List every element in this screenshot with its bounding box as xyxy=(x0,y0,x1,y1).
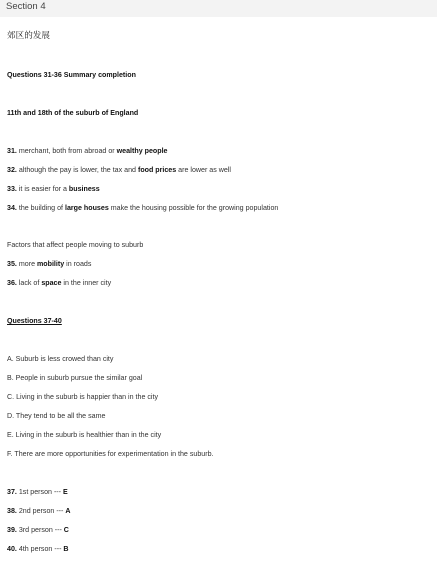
answer-letter: E xyxy=(63,488,68,496)
question-number: 31. xyxy=(7,147,17,155)
question-text: more xyxy=(16,260,37,268)
question-text: lack of xyxy=(16,279,42,287)
answer-letter: C xyxy=(63,526,69,534)
answer-40 xyxy=(7,544,69,554)
section-header xyxy=(0,0,437,17)
factors-label: Factors that affect people moving to suburb xyxy=(7,241,144,249)
question-33 xyxy=(7,184,100,194)
answer: food prices xyxy=(137,166,177,174)
question-number: 36. xyxy=(7,279,17,287)
answer: mobility xyxy=(36,260,65,268)
question-text: although the pay is lower, the tax and xyxy=(16,166,138,174)
summary-subheading: 11th and 18th of the suburb of England xyxy=(7,109,139,117)
question-text: in the inner city xyxy=(61,279,112,287)
question-number: 37. xyxy=(7,488,17,496)
question-35 xyxy=(7,259,91,269)
answer: wealthy people xyxy=(116,147,168,155)
answer-text: 2nd person --- xyxy=(16,507,66,515)
answer: large houses xyxy=(65,204,109,212)
answer: business xyxy=(68,185,100,193)
option-d: D. They tend to be all the same xyxy=(7,412,106,420)
matching-heading: Questions 37-40 xyxy=(7,317,62,325)
question-text: are lower as well xyxy=(176,166,231,174)
answer-letter: B xyxy=(63,545,69,553)
summary-heading: Questions 31-36 Summary completion xyxy=(7,71,136,79)
question-number: 40. xyxy=(7,545,17,553)
option-b: B. People in suburb pursue the similar goal xyxy=(7,374,143,382)
answer-text: 1st person --- xyxy=(16,488,63,496)
question-text: the building of xyxy=(16,204,65,212)
answer-39 xyxy=(7,525,69,535)
option-e: E. Living in the suburb is healthier than in the city xyxy=(7,431,162,439)
question-number: 39. xyxy=(7,526,17,534)
question-text: merchant, both from abroad or xyxy=(16,147,117,155)
answer-38 xyxy=(7,506,71,516)
question-31 xyxy=(7,146,168,156)
option-a: A. Suburb is less crowed than city xyxy=(7,355,114,363)
answer-37 xyxy=(7,487,68,497)
question-text: in roads xyxy=(64,260,92,268)
question-number: 38. xyxy=(7,507,17,515)
section-title: Section 4 xyxy=(6,1,46,12)
question-number: 32. xyxy=(7,166,17,174)
question-34 xyxy=(7,203,278,213)
answer-text: 3rd person --- xyxy=(16,526,64,534)
answer-text: 4th person --- xyxy=(16,545,64,553)
question-number: 35. xyxy=(7,260,17,268)
question-number: 33. xyxy=(7,185,17,193)
question-32 xyxy=(7,165,231,175)
chinese-title: 郊区的发展 xyxy=(7,30,50,40)
option-f: F. There are more opportunities for experimentation in the suburb. xyxy=(7,450,214,458)
question-36 xyxy=(7,278,111,288)
question-text: it is easier for a xyxy=(16,185,69,193)
answer-letter: A xyxy=(65,507,71,515)
question-number: 34. xyxy=(7,204,17,212)
option-c: C. Living in the suburb is happier than in the city xyxy=(7,393,159,401)
answer: space xyxy=(41,279,62,287)
question-text: make the housing possible for the growing population xyxy=(108,204,279,212)
